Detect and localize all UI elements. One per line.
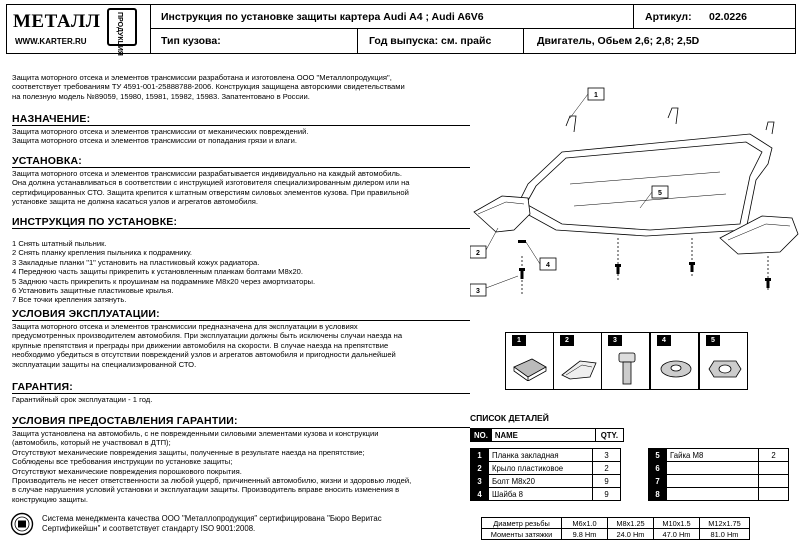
part-no: 7: [649, 475, 667, 488]
torque-cell: М8х1.25: [608, 518, 654, 529]
install-heading: УСТАНОВКА:: [12, 155, 470, 168]
col-qty: QTY.: [595, 429, 623, 442]
nut-icon: [708, 357, 742, 381]
part-thumb: [553, 332, 602, 390]
intro-line: соответствует требованиям ТУ 4591-001-25888788-2006. Конструкция защищена авторскими свидетельствами: [12, 82, 405, 92]
instruction-step: 6 Установить защитные пластиковые крылья.: [12, 286, 174, 296]
production-year: Год выпуска: см. прайс: [369, 35, 492, 47]
purpose-line: Защита моторного отсека и элементов трансмиссии от попадания грязи и влаги.: [12, 136, 297, 146]
logo-brand: МЕТАЛЛ: [13, 11, 101, 32]
part-name: Шайба 8: [489, 488, 593, 501]
table-row: [649, 449, 789, 462]
table-row: [649, 475, 789, 488]
install-line: сертифицированных СТО. Защита крепится к штатным отверстиям силовых элементов кузова. При правильной: [12, 187, 409, 197]
torque-cell: М6х1.0: [562, 518, 608, 529]
header-row-2: [151, 29, 795, 53]
part-thumb-number: 4: [657, 335, 671, 346]
warranty-heading: ГАРАНТИЯ:: [12, 381, 470, 394]
warranty-line: Гарантийный срок эксплуатации - 1 год.: [12, 395, 153, 404]
logo: [7, 5, 151, 56]
part-thumb-number: 1: [512, 335, 526, 346]
callout-4: 4: [546, 262, 550, 269]
instructions-heading: ИНСТРУКЦИЯ ПО УСТАНОВКЕ:: [12, 216, 470, 229]
part-qty: 3: [593, 449, 621, 462]
callout-2: 2: [476, 250, 480, 257]
table-row: [471, 462, 621, 475]
torque-cell: 81.0 Hm: [700, 529, 750, 540]
body-type: Тип кузова:: [161, 35, 221, 47]
warranty-terms-heading: УСЛОВИЯ ПРЕДОСТАВЛЕНИЯ ГАРАНТИИ:: [12, 415, 470, 428]
instruction-step: 5 Заднюю часть прикрепить к проушинам на подрамнике М8х20 через амортизаторы.: [12, 276, 316, 286]
part-qty: [759, 488, 789, 501]
part-no: 6: [649, 462, 667, 475]
part-qty: 2: [593, 462, 621, 475]
part-thumb: [601, 332, 650, 390]
bolt-icon: [616, 351, 638, 387]
table-row: [471, 449, 621, 462]
torque-cell: Диаметр резьбы: [482, 518, 562, 529]
part-qty: 9: [593, 488, 621, 501]
doc-title: Инструкция по установке защиты картера Audi A4 ; Audi A6V6: [161, 11, 484, 23]
logo-site: WWW.KARTER.RU: [15, 37, 87, 46]
usage-line: эксплуатации защиты на специализированной СТО.: [12, 359, 197, 369]
parts-table-right: [648, 448, 789, 501]
warranty-terms-text: [12, 429, 468, 504]
parts-table-header: [470, 428, 624, 442]
col-name: NAME: [491, 429, 595, 442]
table-row: [649, 462, 789, 475]
mounting-plate-icon: [512, 355, 548, 381]
warranty-terms-line: Отсутствуют механические повреждения защиты, полученные в результате наезда на препятствие;: [12, 447, 365, 457]
part-thumb: [650, 332, 699, 390]
certification-line: Система менеджмента качества ООО "Металлопродукция" сертифицирована "Бюро Веритас: [42, 514, 382, 523]
part-no: 5: [649, 449, 667, 462]
assembly-drawing: [470, 80, 800, 335]
warranty-terms-line: конструкцию защиты.: [12, 494, 88, 504]
warranty-terms-line: Защита установлена на автомобиль, с не поврежденными силовыми элементами кузова и конструкции: [12, 429, 379, 438]
install-text: [12, 169, 468, 207]
part-thumb-number: 3: [608, 335, 622, 346]
part-thumb-number: 2: [560, 335, 574, 346]
parts-table-left: [470, 448, 621, 501]
usage-line: предусмотренных производителем автомобиля. При эксплуатации должны быть исключены случаи наезда на: [12, 331, 403, 341]
torque-cell: 24.0 Hm: [608, 529, 654, 540]
part-no: 2: [471, 462, 489, 475]
usage-text: [12, 322, 468, 369]
purpose-text: [12, 127, 468, 146]
engine: Двигатель, Обьем 2,6; 2,8; 2,5D: [537, 35, 700, 47]
warranty-terms-line: Отсутствуют механические повреждения порошкового покрытия.: [12, 466, 242, 476]
usage-line: необходимо убедиться в отсутствии повреждений узлов и агрегатов автомобиля и пригодности дальнейшей: [12, 350, 396, 360]
part-qty: [759, 475, 789, 488]
certification-text: [42, 514, 462, 534]
instruction-step: 3 Закладные планки "1" установить на пластиковый кожух радиатора.: [12, 257, 260, 267]
torque-table: [481, 517, 750, 540]
warranty-terms-line: (автомобиль, который не участвовал в ДТП);: [12, 438, 171, 448]
usage-line: Защита моторного отсека и элементов трансмиссии предназначена для эксплуатации в условиях: [12, 322, 358, 331]
part-no: 3: [471, 475, 489, 488]
intro-text: [12, 73, 468, 101]
warranty-terms-line: Соблюдены все требования инструкции по установке защиты;: [12, 457, 233, 467]
instruction-step: 7 Все точки крепления затянуть.: [12, 295, 127, 305]
part-qty: [759, 462, 789, 475]
usage-heading: УСЛОВИЯ ЭКСПЛУАТАЦИИ:: [12, 308, 470, 321]
part-no: 1: [471, 449, 489, 462]
torque-cell: Моменты затяжки: [482, 529, 562, 540]
part-name: Гайка М8: [667, 449, 759, 462]
part-thumb: [505, 332, 554, 390]
callout-1: 1: [594, 92, 598, 99]
torque-cell: М10х1.5: [654, 518, 700, 529]
header-row-1: [151, 5, 795, 29]
purpose-heading: НАЗНАЧЕНИЕ:: [12, 113, 470, 126]
callout-5: 5: [658, 190, 662, 197]
warranty-terms-line: Производитель не несет ответственности за любой ущерб, причиненный автомобилю, жизни и здоровью людей,: [12, 476, 412, 486]
torque-cell: М12х1.75: [700, 518, 750, 529]
warranty-terms-line: в случае нарушения условий установки и эксплуатации защиты. Производитель вправе вносить изменения в: [12, 485, 400, 495]
part-name: [667, 488, 759, 501]
part-thumb-number: 5: [706, 335, 720, 346]
purpose-line: Защита моторного отсека и элементов трансмиссии от механических повреждений.: [12, 127, 309, 136]
table-row: [649, 488, 789, 501]
install-line: установке защита не должна касаться узлов и агрегатов автомобиля.: [12, 197, 258, 207]
article-label: Артикул:: [645, 11, 692, 23]
part-no: 4: [471, 488, 489, 501]
warranty-text: [12, 395, 468, 404]
callout-3: 3: [476, 288, 480, 295]
table-row: [482, 529, 750, 540]
part-no: 8: [649, 488, 667, 501]
part-name: Планка закладная: [489, 449, 593, 462]
article-value: 02.0226: [709, 11, 747, 23]
instruction-step: 1 Снять штатный пыльник.: [12, 239, 107, 248]
intro-line: Защита моторного отсека и элементов трансмиссии разработана и изготовлена ООО "Металлопродукция",: [12, 73, 392, 82]
part-name: [667, 475, 759, 488]
part-qty: 9: [593, 475, 621, 488]
part-name: Болт М8х20: [489, 475, 593, 488]
instruction-step: 4 Переднюю часть защиты прикрепить к установленным планкам болтами М8х20.: [12, 267, 304, 277]
table-row: [482, 518, 750, 529]
torque-cell: 9.8 Hm: [562, 529, 608, 540]
certification-line: Сертификейшн" и соответствует стандарту ISO 9001:2008.: [42, 524, 256, 533]
plastic-wing-icon: [560, 355, 598, 381]
table-row: [471, 488, 621, 501]
parts-thumbnails: [505, 332, 748, 390]
col-no: NO.: [471, 429, 492, 442]
part-name: [667, 462, 759, 475]
install-line: Защита моторного отсека и элементов трансмиссии разрабатывается индивидуально на каждый автомобиль.: [12, 169, 402, 178]
part-thumb: [699, 332, 748, 390]
logo-stamp-text: ПРОДУКЦИЯ: [116, 12, 123, 56]
washer-icon: [659, 359, 693, 379]
install-line: Она должна устанавливаться в соответствии с инструкцией изготовителя специализированным дилером или на: [12, 178, 410, 188]
logo-stamp: [107, 8, 137, 56]
header: [6, 4, 796, 54]
part-name: Крыло пластиковое: [489, 462, 593, 475]
torque-cell: 47.0 Hm: [654, 529, 700, 540]
table-row: [471, 475, 621, 488]
intro-line: на полезную модель №89059, 15980, 15981, 15982, 15983. Запатентовано в России.: [12, 91, 310, 101]
instruction-step: 2 Снять планку крепления пыльника к подрамнику.: [12, 248, 193, 258]
usage-line: крупные препятствия и преграды при движении автомобиля на скорости. В случае наезда на препятствие: [12, 340, 389, 350]
part-qty: 2: [759, 449, 789, 462]
instructions-list: [12, 239, 468, 305]
parts-list-title: СПИСОК ДЕТАЛЕЙ: [470, 413, 549, 423]
bureau-veritas-seal-icon: [10, 512, 34, 536]
